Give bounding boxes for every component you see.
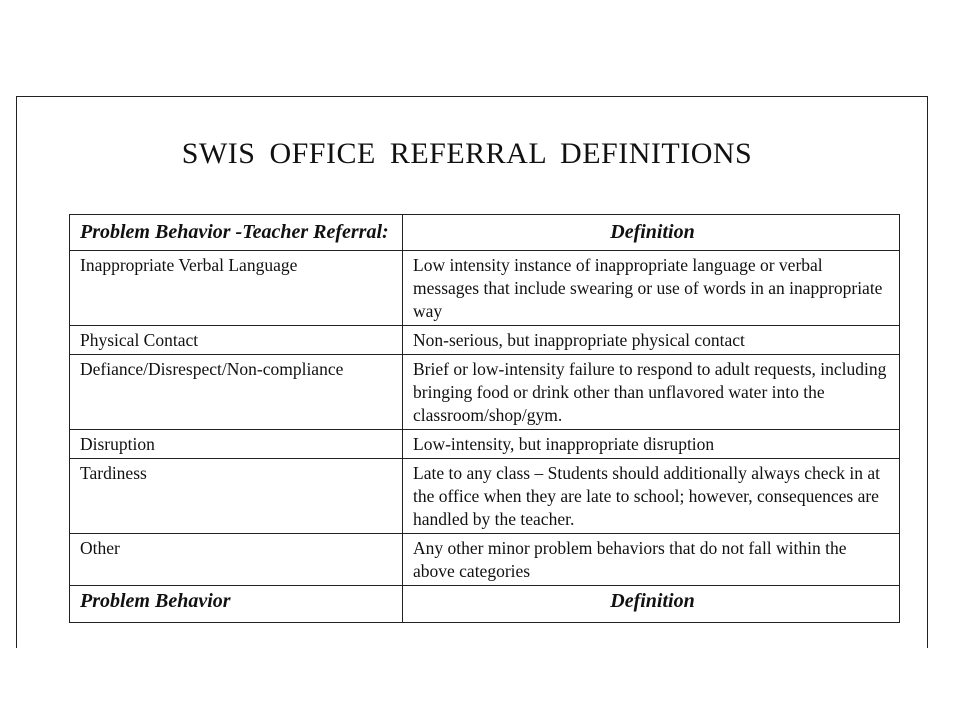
definition-cell: Any other minor problem behaviors that do not fall within the above categories [403,534,900,586]
behavior-cell: Inappropriate Verbal Language [70,251,403,326]
cutoff-behavior-header: Problem Behavior [70,586,403,623]
definition-cell: Low intensity instance of inappropriate language or verbal messages that include swearing or use of words in an inappropriate way [403,251,900,326]
document-title: SWIS OFFICE REFERRAL DEFINITIONS [181,137,753,170]
table-row [70,534,900,586]
definition-cell: Late to any class – Students should additionally always check in at the office when they are late to school; however, consequences are handled by the teacher. [403,459,900,534]
behavior-cell: Physical Contact [70,326,403,355]
table-header-row [70,215,900,251]
definition-cell: Non-serious, but inappropriate physical contact [403,326,900,355]
definition-cell: Low-intensity, but inappropriate disruption [403,430,900,459]
header-definition: Definition [403,215,900,251]
definition-cell: Brief or low-intensity failure to respond to adult requests, including bringing food or drink other than unflavored water into the classroom/shop/gym. [403,355,900,430]
table-row [70,430,900,459]
behavior-cell: Defiance/Disrespect/Non-compliance [70,355,403,430]
behavior-cell: Other [70,534,403,586]
behavior-cell: Disruption [70,430,403,459]
referral-definitions-table [69,214,900,623]
table-row [70,251,900,326]
table-row [70,355,900,430]
behavior-cell: Tardiness [70,459,403,534]
header-problem-behavior: Problem Behavior -Teacher Referral: [70,215,403,251]
document-page [16,96,928,648]
table-row-cutoff [70,586,900,623]
cutoff-definition-header: Definition [403,586,900,623]
table-row [70,326,900,355]
table-row [70,459,900,534]
